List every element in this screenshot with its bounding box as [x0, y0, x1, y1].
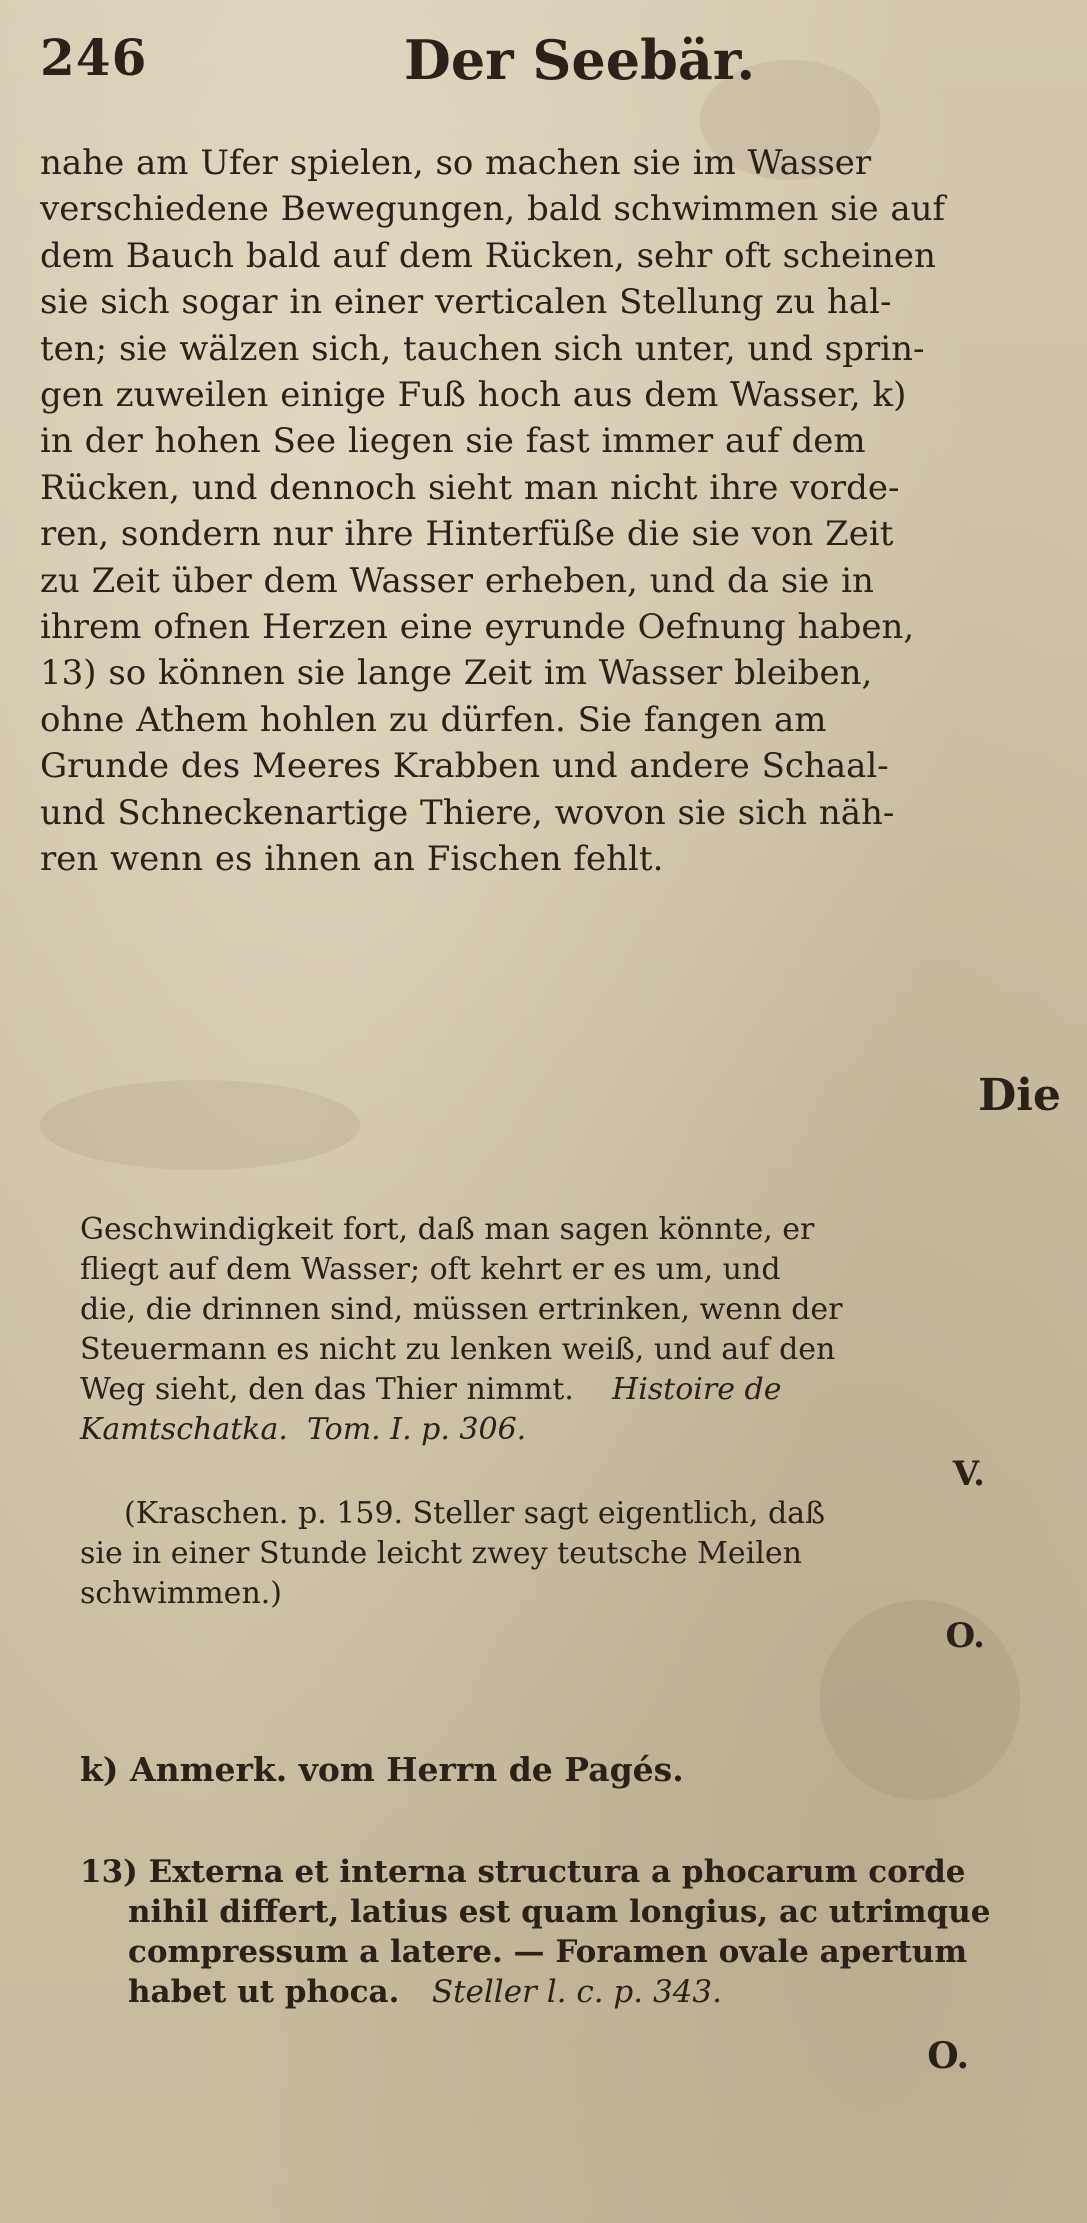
footnote-line: nihil differt, latius est quam longius, ac utrimque [128, 1894, 991, 1930]
text-line: verschiedene Bewegungen, bald schwimmen sie auf [40, 189, 946, 230]
paper-stain [40, 1080, 360, 1170]
text-line: in der hohen See liegen sie fast immer auf dem [40, 421, 866, 462]
text-line: gen zuweilen einige Fuß hoch aus dem Wasser, k) [40, 375, 907, 416]
text-line: ren wenn es ihnen an Fischen fehlt. [40, 839, 664, 880]
text-line: ihrem ofnen Herzen eine eyrunde Oefnung haben, [40, 607, 915, 648]
page-header [40, 28, 1040, 108]
text-line: Rücken, und dennoch sieht man nicht ihre vorde- [40, 467, 900, 508]
footnote-line: 13) Externa et interna structura a phocarum corde [80, 1854, 966, 1890]
footnote-line [80, 1410, 1070, 1450]
text-line: zu Zeit über dem Wasser erheben, und da sie in [40, 560, 874, 601]
footnote-line: Steuermann es nicht zu lenken weiß, und auf den [80, 1332, 836, 1367]
footnote-line [80, 1370, 1070, 1410]
text-line: dem Bauch bald auf dem Rücken, sehr oft scheinen [40, 235, 936, 276]
footnote-k: k) Anmerk. vom Herrn de Pagés. [80, 1750, 684, 1789]
text-line: sie sich sogar in einer verticalen Stellung zu hal- [40, 282, 892, 323]
source-reference: Steller l. c. p. 343. [431, 1974, 722, 2010]
text-line: nahe am Ufer spielen, so machen sie im Wasser [40, 143, 872, 183]
text-line: 13) so können sie lange Zeit im Wasser bleiben, [40, 653, 873, 694]
text-line: und Schneckenartige Thiere, wovon sie sich näh- [40, 792, 895, 833]
footnote-continuation [80, 1210, 1070, 1656]
footnote-13 [80, 1852, 1070, 2012]
footnote-line: sie in einer Stunde leicht zwey teutsche Meilen [80, 1536, 802, 1571]
footnote-line: die, die drinnen sind, müssen ertrinken, wenn der [80, 1292, 843, 1327]
source-title-continued: Kamtschatka. [80, 1412, 288, 1447]
footnote-text: habet ut phoca. [128, 1974, 400, 2010]
text-line: ren, sondern nur ihre Hinterfüße die sie von Zeit [40, 514, 894, 555]
signature-v: V. [952, 1454, 985, 1494]
footnote-line: compressum a latere. — Foramen ovale apertum [128, 1934, 968, 1970]
text-line: Grunde des Meeres Krabben und andere Schaal- [40, 746, 889, 787]
main-text [40, 140, 1060, 883]
text-line: ten; sie wälzen sich, tauchen sich unter, und sprin- [40, 328, 925, 369]
running-title: Der Seebär. [404, 28, 756, 92]
footnote-line: schwimmen.) [80, 1576, 283, 1611]
catchword: Die [978, 1070, 1061, 1121]
signature-o: O. [927, 2035, 969, 2077]
footnote-line [80, 1972, 1070, 2012]
footnote-line: (Kraschen. p. 159. Steller sagt eigentlich, daß [124, 1496, 826, 1531]
text-line: ohne Athem hohlen zu dürfen. Sie fangen am [40, 699, 827, 740]
page-number: 246 [40, 28, 148, 87]
footnote-line: Geschwindigkeit fort, daß man sagen könnte, er [80, 1212, 815, 1247]
signature-o: O. [945, 1616, 985, 1656]
footnote-text: Weg sieht, den das Thier nimmt. [80, 1372, 574, 1407]
source-title: Histoire de [612, 1372, 782, 1407]
source-reference: Tom. I. p. 306. [306, 1412, 527, 1447]
footnote-line: fliegt auf dem Wasser; oft kehrt er es um, und [80, 1252, 781, 1287]
